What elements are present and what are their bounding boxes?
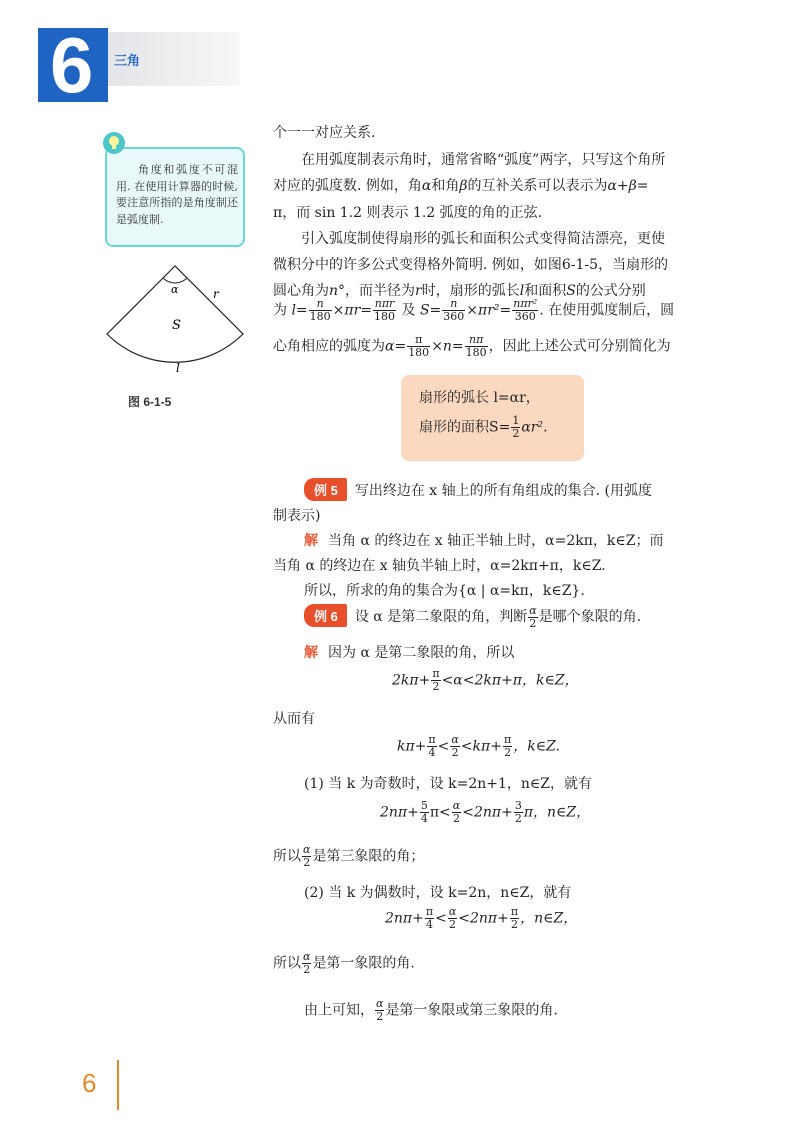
page-divider [117, 1060, 119, 1110]
sector-figure [98, 262, 258, 386]
text-line: 从而有 [273, 711, 315, 727]
example-5-question: 例 5 写出终边在 x 轴上的所有角组成的集合. (用弧度 [304, 478, 652, 501]
equation-4: 2nπ+ $\frac{\pi}{4}$ < $\frac{\alpha}{2}$ <2nπ+ $\frac{\pi}{2}$ ，n∈Z， [385, 905, 578, 931]
case-1: (1) 当 k 为奇数时，设 k=2n+1，n∈Z，就有 [304, 776, 592, 792]
chapter-number: 6 [50, 21, 94, 109]
solution-label: 解 [304, 533, 318, 549]
text-line: 当角 α 的终边在 x 轴负半轴上时，α=2kπ+π，k∈Z. [273, 558, 606, 574]
text-line: π，而 sin 1.2 则表示 1.2 弧度的角的正弦. [273, 205, 543, 221]
example-6-solution: 解 因为 α 是第二象限的角，所以 [304, 645, 515, 661]
text-line: 引入弧度制使得扇形的弧长和面积公式变得简洁漂亮，更使 [301, 231, 665, 247]
conclusion: 由上可知， $\frac{\alpha}{2}$ 是第一象限或第三象限的角. [304, 997, 558, 1023]
result-2: 所以 $\frac{\alpha}{2}$ 是第一象限的角. [273, 950, 415, 976]
formula-line: 为 l= $\frac{n}{180}$ ×πr= $\frac{\text{nπr}}{180}$ 及 S= $\frac{n}{360}$ ×πr²= $\frac{\text{nπr²}}{360}$ . 在使用弧度制后，圆 [273, 297, 675, 323]
result-1: 所以 $\frac{\alpha}{2}$ 是第三象限的角； [273, 843, 425, 869]
figure-label-alpha: α [171, 283, 179, 296]
example-5-badge: 例 5 [304, 478, 347, 501]
text-line: 制表示) [273, 508, 321, 524]
formula-line: 心角相应的弧度为α= $\frac{\pi}{180}$ ×n= $\frac{n\pi}{180}$ ，因此上述公式可分别简化为 [273, 333, 671, 359]
equation-3: 2nπ+ $\frac{5}{4}$ π< $\frac{\alpha}{2}$ <2nπ+ $\frac{3}{2}$ π，n∈Z， [380, 799, 591, 825]
text-line: 微积分中的许多公式变得格外简明. 例如，如图6-1-5，当扇形的 [273, 257, 669, 273]
formula-box [401, 375, 584, 461]
lightbulb-icon [103, 132, 125, 154]
formula-arc-length: 扇形的弧长 l=αr， [419, 390, 540, 406]
text-line: 在用弧度制表示角时，通常省略“弧度”两字，只写这个角所 [301, 152, 666, 168]
figure-caption: 图 6-1-5 [128, 395, 172, 409]
chapter-title: 三角 [114, 53, 141, 68]
text-line: 个一一对应关系. [273, 125, 376, 141]
figure-label-S: S [172, 318, 181, 333]
figure-label-l: l [176, 361, 180, 375]
tip-text: 角度和弧度不可混用. 在使用计算器的时候, 要注意所指的是角度制还是弧度制. [116, 163, 238, 226]
example-6-question: 例 6 设 α 是第二象限的角，判断 $\frac{\alpha}{2}$ 是哪个象限的角. [304, 604, 641, 630]
solution-label: 解 [304, 645, 318, 661]
text-line: 对应的弧度数. 例如，角α和角β的互补关系可以表示为α+β= [273, 178, 649, 194]
example-5-solution: 解 当角 α 的终边在 x 轴正半轴上时，α=2kπ，k∈Z；而 [304, 533, 664, 549]
equation-1: 2kπ+ $\frac{\pi}{2}$ <α<2kπ+π，k∈Z， [392, 667, 579, 693]
equation-2: kπ+ $\frac{\pi}{4}$ < $\frac{\alpha}{2}$ <kπ+ $\frac{\pi}{2}$ ，k∈Z. [397, 733, 560, 759]
case-2: (2) 当 k 为偶数时，设 k=2n，n∈Z，就有 [304, 885, 572, 901]
figure-label-r: r [213, 287, 219, 301]
text-line: 圆心角为n°，而半径为r时，扇形的弧长l和面积S的公式分别 [273, 283, 646, 299]
formula-area: 扇形的面积S= $\frac{1}{2}$ αr². [419, 414, 548, 440]
example-6-badge: 例 6 [304, 604, 347, 627]
page-number: 6 [82, 1068, 97, 1098]
text-line: 所以，所求的角的集合为{α | α=kπ，k∈Z}. [304, 583, 585, 599]
